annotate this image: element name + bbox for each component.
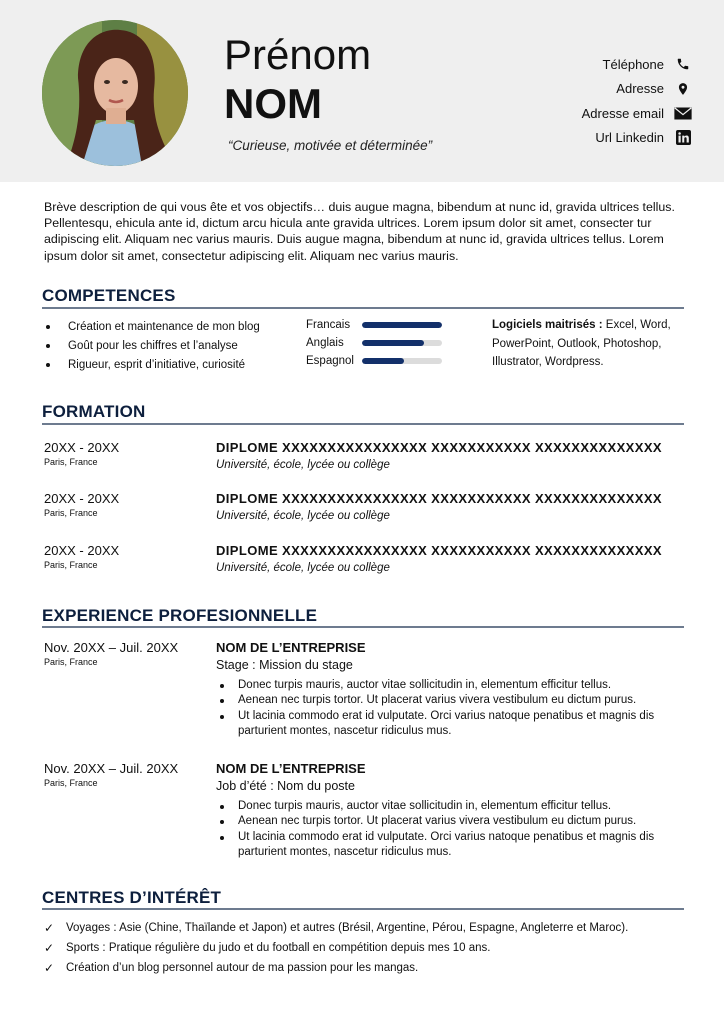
education-diploma: DIPLOME XXXXXXXXXXXXXXXX XXXXXXXXXXX XXXXXXXXXXXXXX (216, 440, 662, 455)
profile-photo (42, 20, 188, 166)
list-item: Aenean nec turpis tortor. Ut placerat varius vivera vestibulum eu dictum purus. (218, 693, 688, 708)
bullet-icon (220, 820, 224, 824)
last-name: NOM (224, 80, 322, 127)
skills-list (44, 317, 260, 374)
contact-email[interactable] (432, 101, 692, 126)
list-item: Création et maintenance de mon blog (44, 317, 260, 336)
bullet-icon (220, 836, 224, 840)
first-name: Prénom (224, 31, 372, 78)
education-dates: 20XX - 20XX (44, 491, 120, 506)
contact-label: Téléphone (602, 56, 664, 72)
contact-address[interactable] (432, 77, 692, 102)
language-level-fill (362, 358, 404, 364)
list-item: ✓ Création d’un blog personnel autour de ma passion pour les mangas. (44, 961, 419, 975)
bullet-icon (46, 363, 50, 367)
linkedin-icon (674, 129, 692, 147)
language-level-fill (362, 322, 442, 328)
section-divider (42, 626, 684, 628)
header-band (0, 0, 724, 182)
education-dates: 20XX - 20XX (44, 440, 120, 455)
list-item: Ut lacinia commodo erat id vulputate. Orci varius natoque penatibus et magnis dis parturient montes, nascetur ridiculus mus. (218, 830, 688, 861)
language-name: Anglais (306, 337, 344, 349)
language-row (306, 352, 442, 370)
language-row (306, 334, 442, 352)
education-school: Université, école, lycée ou collège (216, 510, 390, 522)
bullet-icon (220, 684, 224, 688)
software-list: Excel, Word, PowerPoint, Outlook, Photoshop, Illustrator, Wordpress. (492, 319, 671, 368)
phone-icon (674, 55, 692, 73)
language-name: Francais (306, 319, 351, 331)
language-levels (306, 316, 442, 370)
experience-company: NOM DE L’ENTREPRISE (216, 761, 366, 776)
location-pin-icon (674, 80, 692, 98)
list-item: Donec turpis mauris, auctor vitae sollicitudin in, elementum efficitur tellus. (218, 678, 688, 693)
experience-company: NOM DE L’ENTREPRISE (216, 640, 366, 655)
education-diploma: DIPLOME XXXXXXXXXXXXXXXX XXXXXXXXXXX XXXXXXXXXXXXXX (216, 491, 662, 506)
section-divider (42, 908, 684, 910)
experience-tasks (218, 678, 688, 740)
check-icon: ✓ (44, 941, 55, 955)
bullet-icon (46, 344, 50, 348)
education-school: Université, école, lycée ou collège (216, 562, 390, 574)
experience-role: Stage : Mission du stage (216, 658, 353, 672)
education-place: Paris, France (44, 560, 98, 570)
language-row (306, 316, 442, 334)
section-title-formation: FORMATION (42, 402, 146, 421)
section-divider (42, 423, 684, 425)
contact-label: Adresse (616, 81, 664, 97)
contact-label: Url Linkedin (595, 130, 664, 146)
check-icon: ✓ (44, 921, 55, 935)
contact-list (432, 52, 692, 150)
experience-dates: Nov. 20XX – Juil. 20XX (44, 761, 179, 776)
experience-dates: Nov. 20XX – Juil. 20XX (44, 640, 179, 655)
interests-list (44, 918, 628, 978)
bullet-icon (220, 699, 224, 703)
contact-label: Adresse email (581, 105, 664, 121)
experience-tasks (218, 799, 688, 861)
list-item: Ut lacinia commodo erat id vulputate. Orci varius natoque penatibus et magnis dis parturient montes, nascetur ridiculus mus. (218, 709, 688, 740)
section-title-competences: COMPETENCES (42, 286, 176, 305)
language-level-bar (362, 358, 442, 364)
list-item: ✓ Voyages : Asie (Chine, Thaïlande et Japon) et autres (Brésil, Argentine, Pérou, Espagne, Angleterre et Maroc). (44, 921, 629, 935)
contact-phone[interactable] (432, 52, 692, 77)
section-divider (42, 307, 684, 309)
language-level-bar (362, 322, 442, 328)
language-level-bar (362, 340, 442, 346)
bullet-icon (46, 325, 50, 329)
list-item: Rigueur, esprit d’initiative, curiosité (44, 355, 260, 374)
contact-linkedin[interactable] (432, 126, 692, 151)
section-title-interests: CENTRES D’INTÉRÊT (42, 888, 222, 907)
list-item: Donec turpis mauris, auctor vitae sollicitudin in, elementum efficitur tellus. (218, 799, 688, 814)
education-diploma: DIPLOME XXXXXXXXXXXXXXXX XXXXXXXXXXX XXXXXXXXXXXXXX (216, 543, 662, 558)
section-title-experience: EXPERIENCE PROFESIONNELLE (42, 606, 318, 625)
profile-summary: Brève description de qui vous ête et vos objectifs… duis augue magna, bibendum at nunc id, gravida ultrices tellus. Pellentesqu, ehicula ante id, dictum arcu hicula ante gravida ultrices. Lorem ipsum dolor sit amet, consecter tur adipiscing elit. Aliquam nec varius mauris. Duis augue magna, bibendum at nunc id, gravida ultrices tellus. Lorem ipsum dolor sit amet, consectetur adipiscing elit. Aliquam nec varius mauris. (44, 200, 675, 263)
list-item: Goût pour les chiffres et l’analyse (44, 336, 260, 355)
software-label: Logiciels maitrisés : (492, 319, 603, 331)
list-item: ✓ Sports : Pratique régulière du judo et du football en compétition depuis mes 10 ans. (44, 941, 491, 955)
language-name: Espagnol (306, 355, 354, 367)
list-item: Aenean nec turpis tortor. Ut placerat varius vivera vestibulum eu dictum purus. (218, 814, 688, 829)
education-place: Paris, France (44, 508, 98, 518)
education-school: Université, école, lycée ou collège (216, 459, 390, 471)
software-skills (492, 316, 692, 372)
envelope-icon (674, 104, 692, 122)
tagline: “Curieuse, motivée et déterminée” (228, 138, 433, 153)
experience-role: Job d’été : Nom du poste (216, 779, 355, 793)
bullet-icon (220, 805, 224, 809)
experience-place: Paris, France (44, 657, 98, 667)
education-place: Paris, France (44, 457, 98, 467)
bullet-icon (220, 715, 224, 719)
language-level-fill (362, 340, 424, 346)
experience-place: Paris, France (44, 778, 98, 788)
education-dates: 20XX - 20XX (44, 543, 120, 558)
check-icon: ✓ (44, 961, 55, 975)
